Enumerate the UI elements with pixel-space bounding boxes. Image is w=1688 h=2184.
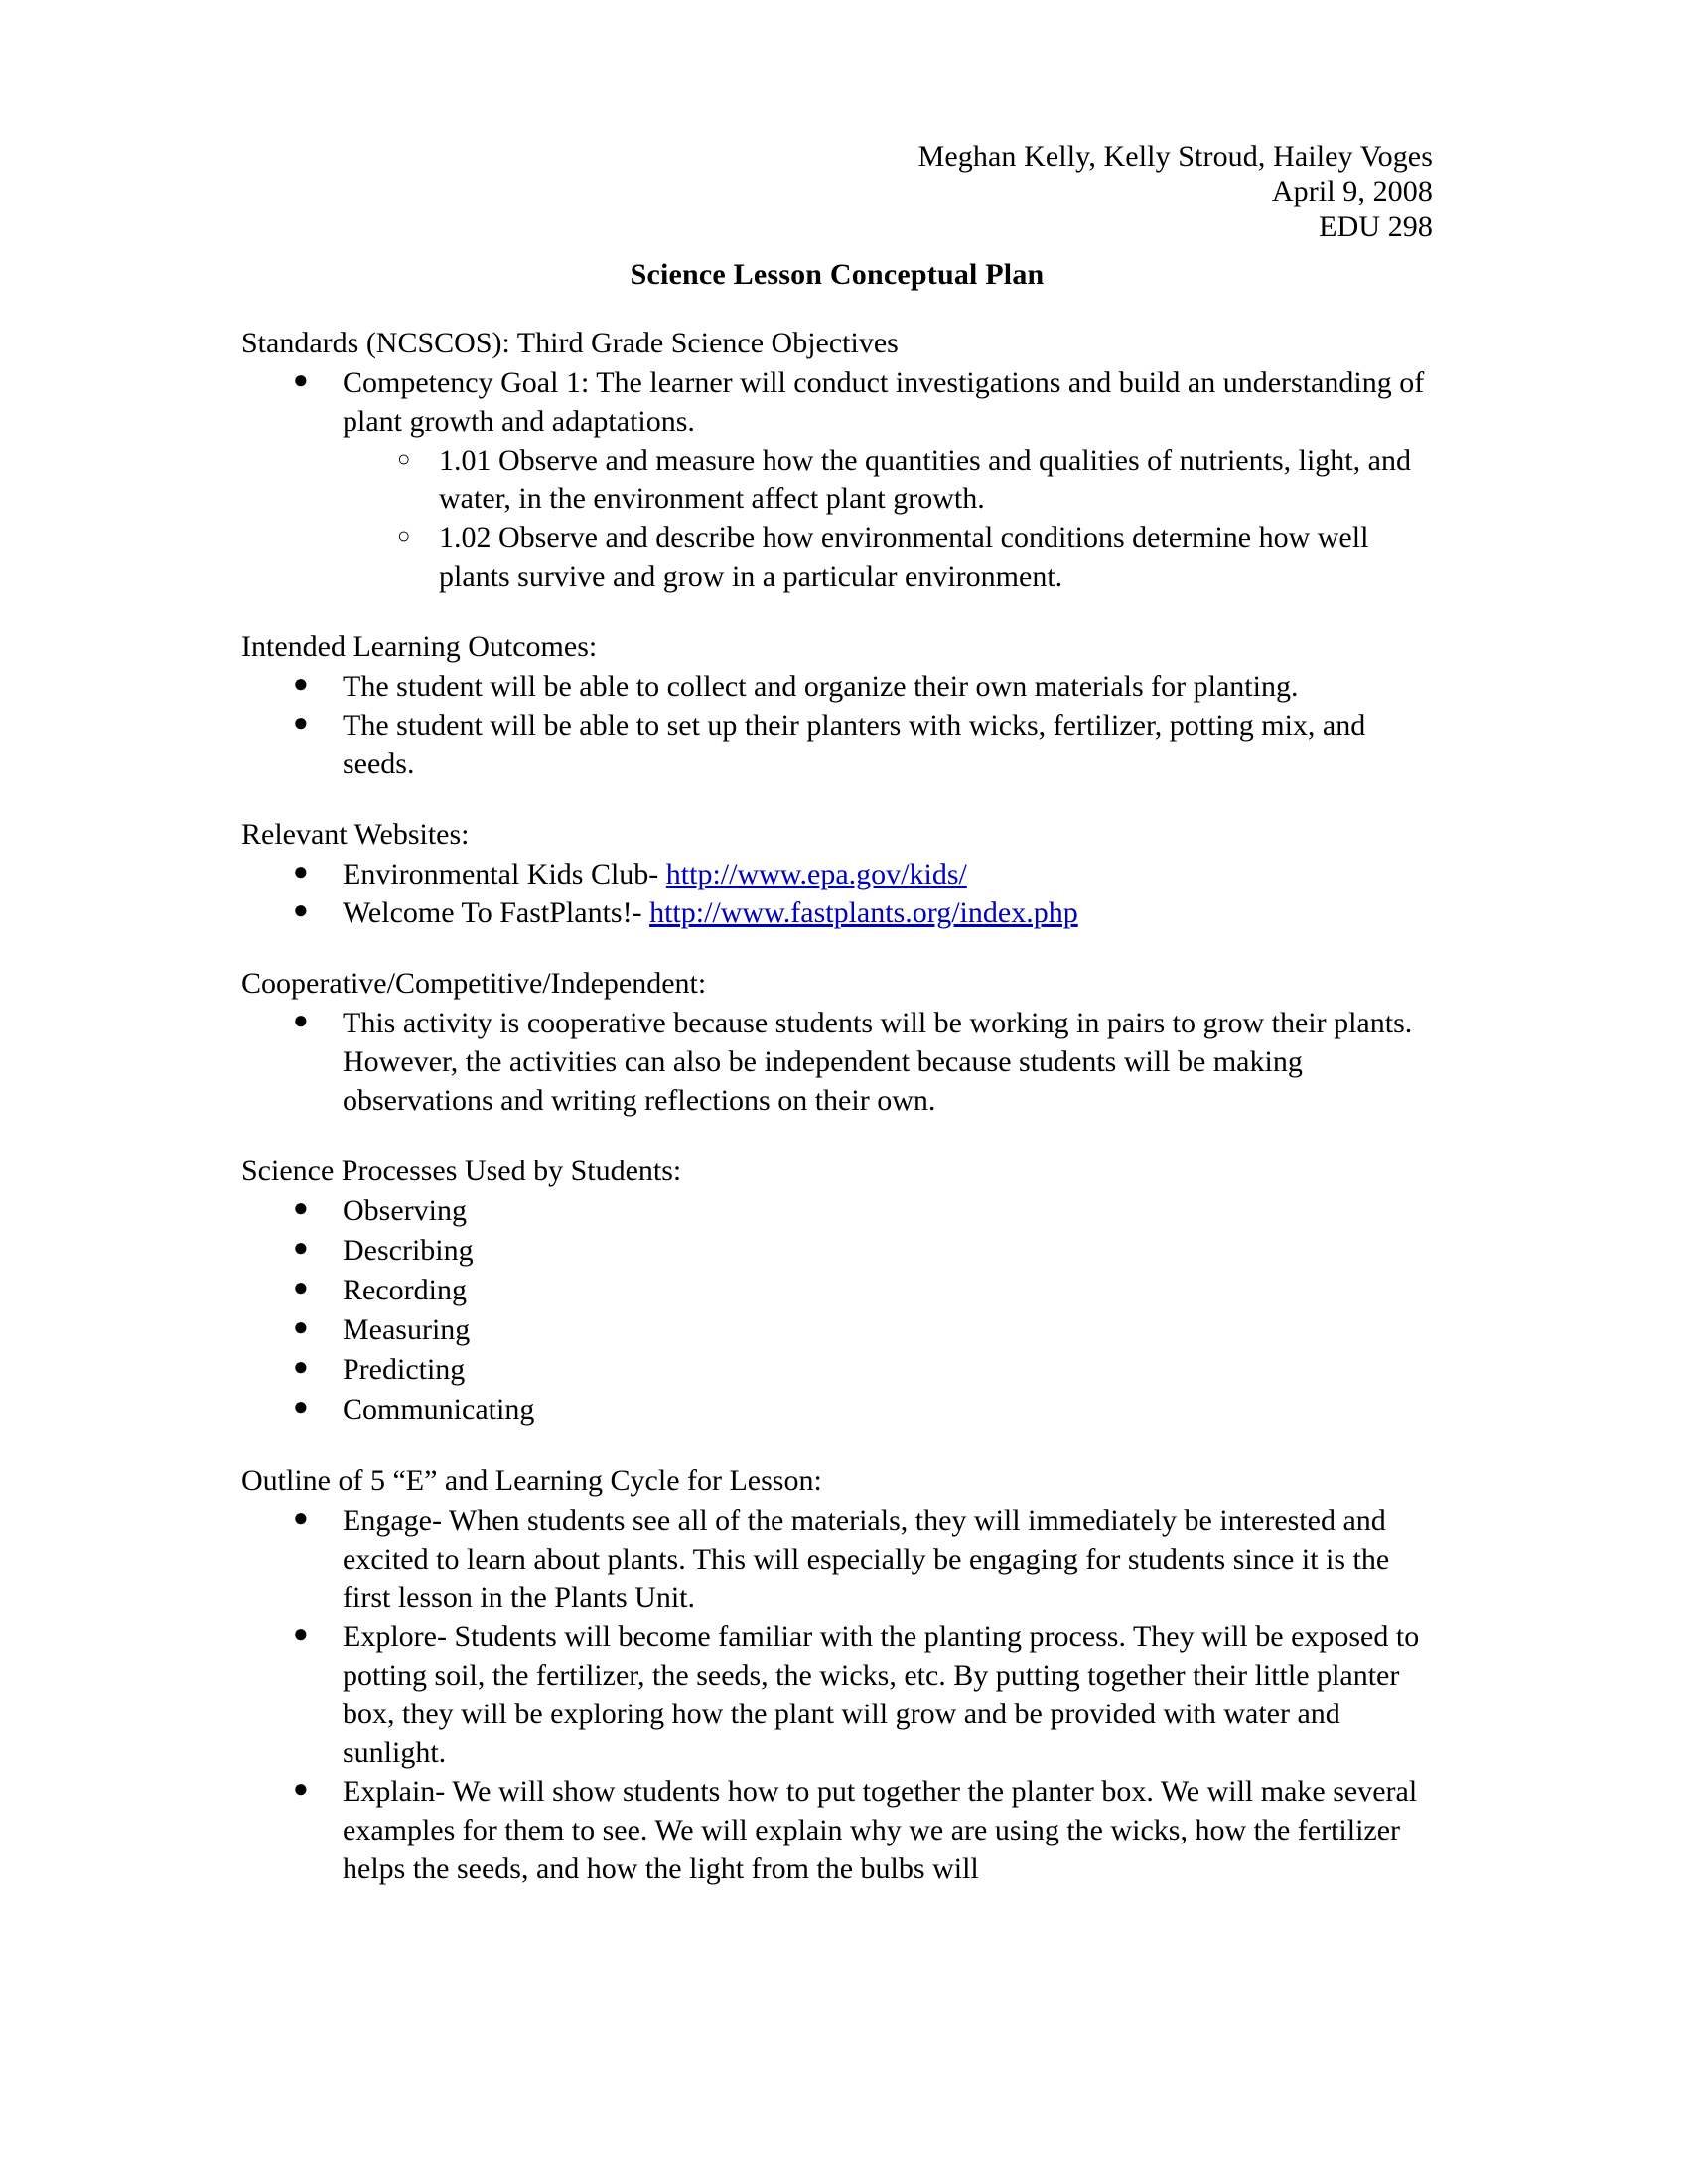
header-line-course: EDU 298 (1319, 209, 1433, 243)
processes-list (241, 1191, 1433, 1429)
website-label: Environmental Kids Club- (343, 858, 666, 891)
list-item-text: The student will be able to set up their planters with wicks, fertilizer, potting mix, and seeds. (343, 709, 1366, 781)
disc-bullet-icon: ● (293, 1272, 309, 1301)
list-item-text: Communicating (343, 1392, 535, 1426)
list-item-text: The student will be able to collect and organize their own materials for planting. (343, 670, 1299, 704)
circle-bullet-icon: ○ (397, 446, 411, 472)
list-item (241, 1617, 1433, 1772)
list-item-text: 1.02 Observe and describe how environmental conditions determine how well plants survive and grow in a particular environment. (439, 521, 1369, 594)
header-line-date: April 9, 2008 (1271, 175, 1433, 208)
section-processes (241, 1154, 1433, 1429)
standards-list (241, 363, 1433, 596)
list-item-text: Observing (343, 1194, 467, 1228)
section-websites (241, 817, 1433, 932)
section-outline (241, 1463, 1433, 1888)
list-item (241, 667, 1433, 706)
section-outcomes (241, 629, 1433, 783)
disc-bullet-icon: ● (293, 1502, 309, 1532)
section-heading-standards: Standards (NCSCOS): Third Grade Science Objectives (241, 327, 899, 360)
list-item-text: This activity is cooperative because students will be working in pairs to grow their plants. However, the activities can also be independent because students will be making observations and writing reflections on their own. (343, 1007, 1413, 1118)
list-item-text: 1.01 Observe and measure how the quantities and qualities of nutrients, light, and water, in the environment affect plant growth. (439, 444, 1411, 516)
document-body (241, 139, 1433, 1888)
website-label: Welcome To FastPlants!- (343, 896, 650, 930)
list-item (241, 1231, 1433, 1271)
grouping-list (241, 1004, 1433, 1120)
disc-bullet-icon: ● (293, 669, 309, 699)
disc-bullet-icon: ● (293, 857, 309, 887)
disc-bullet-icon: ● (293, 1618, 309, 1648)
list-item (241, 1350, 1433, 1390)
list-item-text: Recording (343, 1273, 467, 1306)
list-item (241, 706, 1433, 783)
section-heading-processes: Science Processes Used by Students: (241, 1155, 682, 1188)
list-item (241, 1310, 1433, 1350)
list-item-text: Engage- When students see all of the materials, they will immediately be interested and excited to learn about plants. This will especially be engaging for students since it is the first lesson in the Plants Unit. (343, 1503, 1390, 1614)
disc-bullet-icon: ● (293, 1351, 309, 1381)
section-heading-outline: Outline of 5 “E” and Learning Cycle for Lesson: (241, 1463, 822, 1497)
list-item-text: Predicting (343, 1352, 466, 1386)
link-epa-kids[interactable]: http://www.epa.gov/kids/ (665, 858, 967, 891)
list-item (343, 441, 1433, 518)
list-item (241, 1772, 1433, 1888)
list-item (241, 363, 1433, 596)
outline-list (241, 1501, 1433, 1888)
disc-bullet-icon: ● (293, 1193, 309, 1223)
list-item-text: Explain- We will show students how to put together the planter box. We will make several examples for them to see. We will explain why we are using the wicks, how the fertilizer helps the seeds, and how the light from the bulbs will (343, 1774, 1418, 1885)
disc-bullet-icon: ● (293, 1391, 309, 1421)
list-item (241, 855, 1433, 893)
section-grouping (241, 966, 1433, 1120)
list-item-text: Measuring (343, 1312, 471, 1346)
list-item-text: Describing (343, 1234, 474, 1268)
section-heading-grouping: Cooperative/Competitive/Independent: (241, 967, 707, 1001)
disc-bullet-icon: ● (293, 1311, 309, 1341)
section-standards (241, 326, 1433, 596)
link-fastplants[interactable]: http://www.fastplants.org/index.php (649, 896, 1078, 930)
circle-bullet-icon: ○ (397, 523, 411, 549)
document-header (241, 139, 1433, 244)
disc-bullet-icon: ● (293, 1006, 309, 1035)
list-item-text: Explore- Students will become familiar with the planting process. They will be exposed to potting soil, the fertilizer, the seeds, the wicks, etc. By putting together their little planter box, they will be exploring how the plant will grow and be provided with water and sunlight. (343, 1619, 1420, 1769)
websites-list (241, 855, 1433, 932)
list-item (241, 1501, 1433, 1617)
disc-bullet-icon: ● (293, 365, 309, 395)
section-heading-websites: Relevant Websites: (241, 818, 470, 852)
list-item (343, 518, 1433, 596)
list-item (241, 1191, 1433, 1231)
list-item (241, 893, 1433, 932)
list-item (241, 1004, 1433, 1120)
outcomes-list (241, 667, 1433, 783)
disc-bullet-icon: ● (293, 895, 309, 925)
list-item-text: Competency Goal 1: The learner will conduct investigations and build an understanding of plant growth and adaptations. (343, 366, 1425, 439)
standards-sublist (343, 441, 1433, 596)
list-item (241, 1390, 1433, 1430)
list-item (241, 1271, 1433, 1310)
section-heading-outcomes: Intended Learning Outcomes: (241, 630, 598, 664)
header-line-authors: Meghan Kelly, Kelly Stroud, Hailey Voges (917, 140, 1433, 173)
disc-bullet-icon: ● (293, 708, 309, 738)
disc-bullet-icon: ● (293, 1233, 309, 1263)
page-title: Science Lesson Conceptual Plan (630, 258, 1045, 292)
disc-bullet-icon: ● (293, 1773, 309, 1803)
